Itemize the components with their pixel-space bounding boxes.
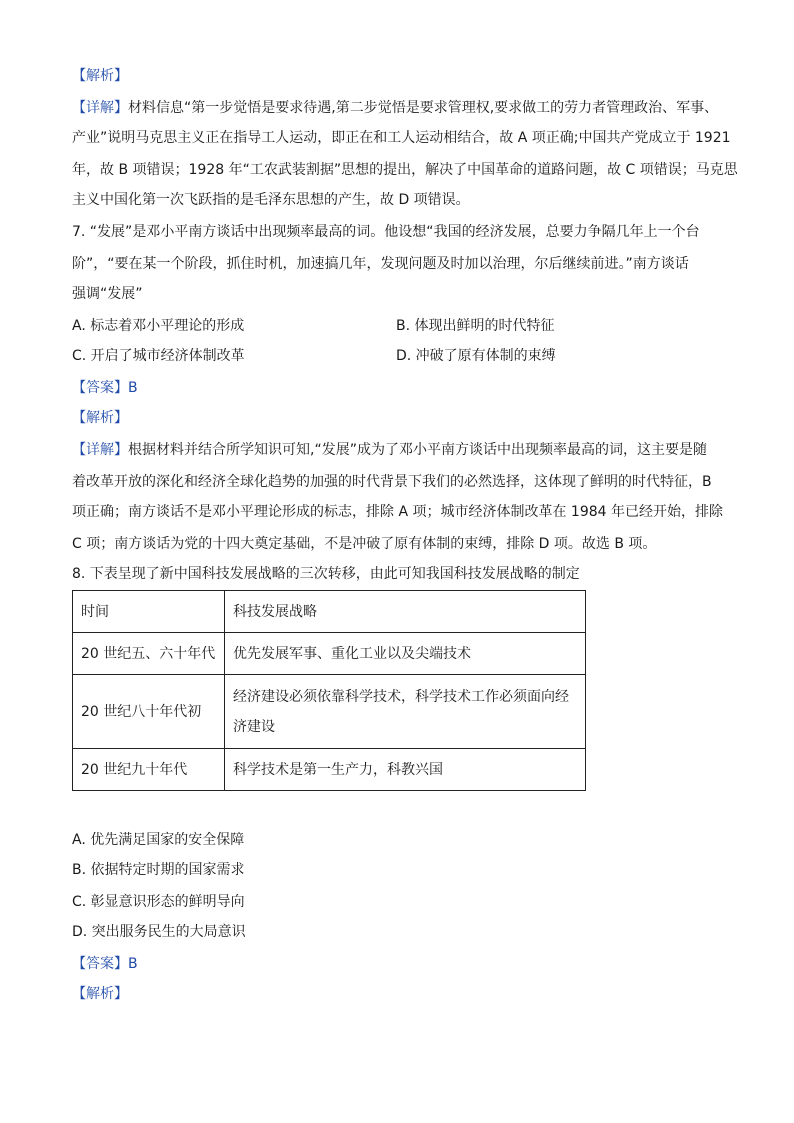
detail-label: 【详解】 bbox=[72, 100, 128, 116]
q7-detail-line-3: 项正确；南方谈话不是邓小平理论形成的标志，排除 A 项；城市经济体制改革在 1984 年已经开始，排除 bbox=[72, 504, 724, 520]
q7-option-a: A. 标志着邓小平理论的形成 bbox=[72, 318, 245, 334]
q7-answer: 【答案】B bbox=[72, 380, 138, 396]
table-header-cell: 科技发展战略 bbox=[225, 591, 586, 633]
table-header-row bbox=[73, 591, 586, 633]
q8-analysis-label: 【解析】 bbox=[72, 986, 128, 1002]
q7-detail-line-4: C 项；南方谈话为党的十四大奠定基础，不是冲破了原有体制的束缚，排除 D 项。故选 B 项。 bbox=[72, 536, 657, 552]
q7-detail-line-2: 着改革开放的深化和经济全球化趋势的加强的时代背景下我们的必然选择，这体现了鲜明的时代特征，B bbox=[72, 474, 712, 490]
table-row bbox=[73, 675, 586, 749]
table-cell-strategy: 优先发展军事、重化工业以及尖端技术 bbox=[225, 633, 586, 675]
table-cell-period: 20 世纪八十年代初 bbox=[73, 675, 225, 749]
analysis-label: 【解析】 bbox=[72, 68, 128, 84]
strategy-table bbox=[72, 590, 586, 791]
q7-stem-line-1: 7. “发展”是邓小平南方谈话中出现频率最高的词。他设想“我国的经济发展，总要力争隔几年上一个台 bbox=[72, 224, 700, 240]
table-row bbox=[73, 749, 586, 791]
q7-option-c: C. 开启了城市经济体制改革 bbox=[72, 348, 245, 364]
table-cell-strategy: 科学技术是第一生产力，科教兴国 bbox=[225, 749, 586, 791]
detail-label: 【详解】 bbox=[72, 442, 128, 458]
q6-detail-line-1 bbox=[72, 98, 718, 118]
q8-stem: 8. 下表呈现了新中国科技发展战略的三次转移，由此可知我国科技发展战略的制定 bbox=[72, 566, 580, 582]
table-row bbox=[73, 633, 586, 675]
q8-answer: 【答案】B bbox=[72, 956, 138, 972]
q6-detail-line-4: 主义中国化第一次飞跃指的是毛泽东思想的产生，故 D 项错误。 bbox=[72, 192, 470, 208]
q7-option-b: B. 体现出鲜明的时代特征 bbox=[396, 318, 555, 334]
q7-analysis-label: 【解析】 bbox=[72, 410, 128, 426]
q6-detail-line-3: 年，故 B 项错误；1928 年“工农武装割据”思想的提出，解决了中国革命的道路问题，故 C 项错误；马克思 bbox=[72, 162, 738, 178]
table-cell-period: 20 世纪五、六十年代 bbox=[73, 633, 225, 675]
q6-detail-text-1: 材料信息“第一步觉悟是要求待遇,第二步觉悟是要求管理权,要求做工的劳力者管理政治、军事、 bbox=[128, 100, 719, 116]
q7-detail-text-1: 根据材料并结合所学知识可知,“发展”成为了邓小平南方谈话中出现频率最高的词，这主要是随 bbox=[128, 442, 707, 458]
q8-option-b: B. 依据特定时期的国家需求 bbox=[72, 862, 245, 878]
q6-detail-line-2: 产业”说明马克思主义正在指导工人运动，即正在和工人运动相结合，故 A 项正确;中国共产党成立于 1921 bbox=[72, 130, 731, 146]
table-cell-strategy: 经济建设必须依靠科学技术，科学技术工作必须面向经济建设 bbox=[225, 675, 586, 749]
q8-option-c: C. 彰显意识形态的鲜明导向 bbox=[72, 894, 245, 910]
table-cell-period: 20 世纪九十年代 bbox=[73, 749, 225, 791]
q8-option-d: D. 突出服务民生的大局意识 bbox=[72, 924, 246, 940]
table-header-cell: 时间 bbox=[73, 591, 225, 633]
q7-stem-line-3: 强调“发展” bbox=[72, 286, 143, 302]
q7-detail-line-1 bbox=[72, 440, 707, 460]
q7-option-d: D. 冲破了原有体制的束缚 bbox=[396, 348, 556, 364]
q8-option-a: A. 优先满足国家的安全保障 bbox=[72, 832, 245, 848]
q7-stem-line-2: 阶”，“要在某一个阶段，抓住时机，加速搞几年，发现问题及时加以治理，尔后继续前进。”南方谈话 bbox=[72, 256, 689, 272]
